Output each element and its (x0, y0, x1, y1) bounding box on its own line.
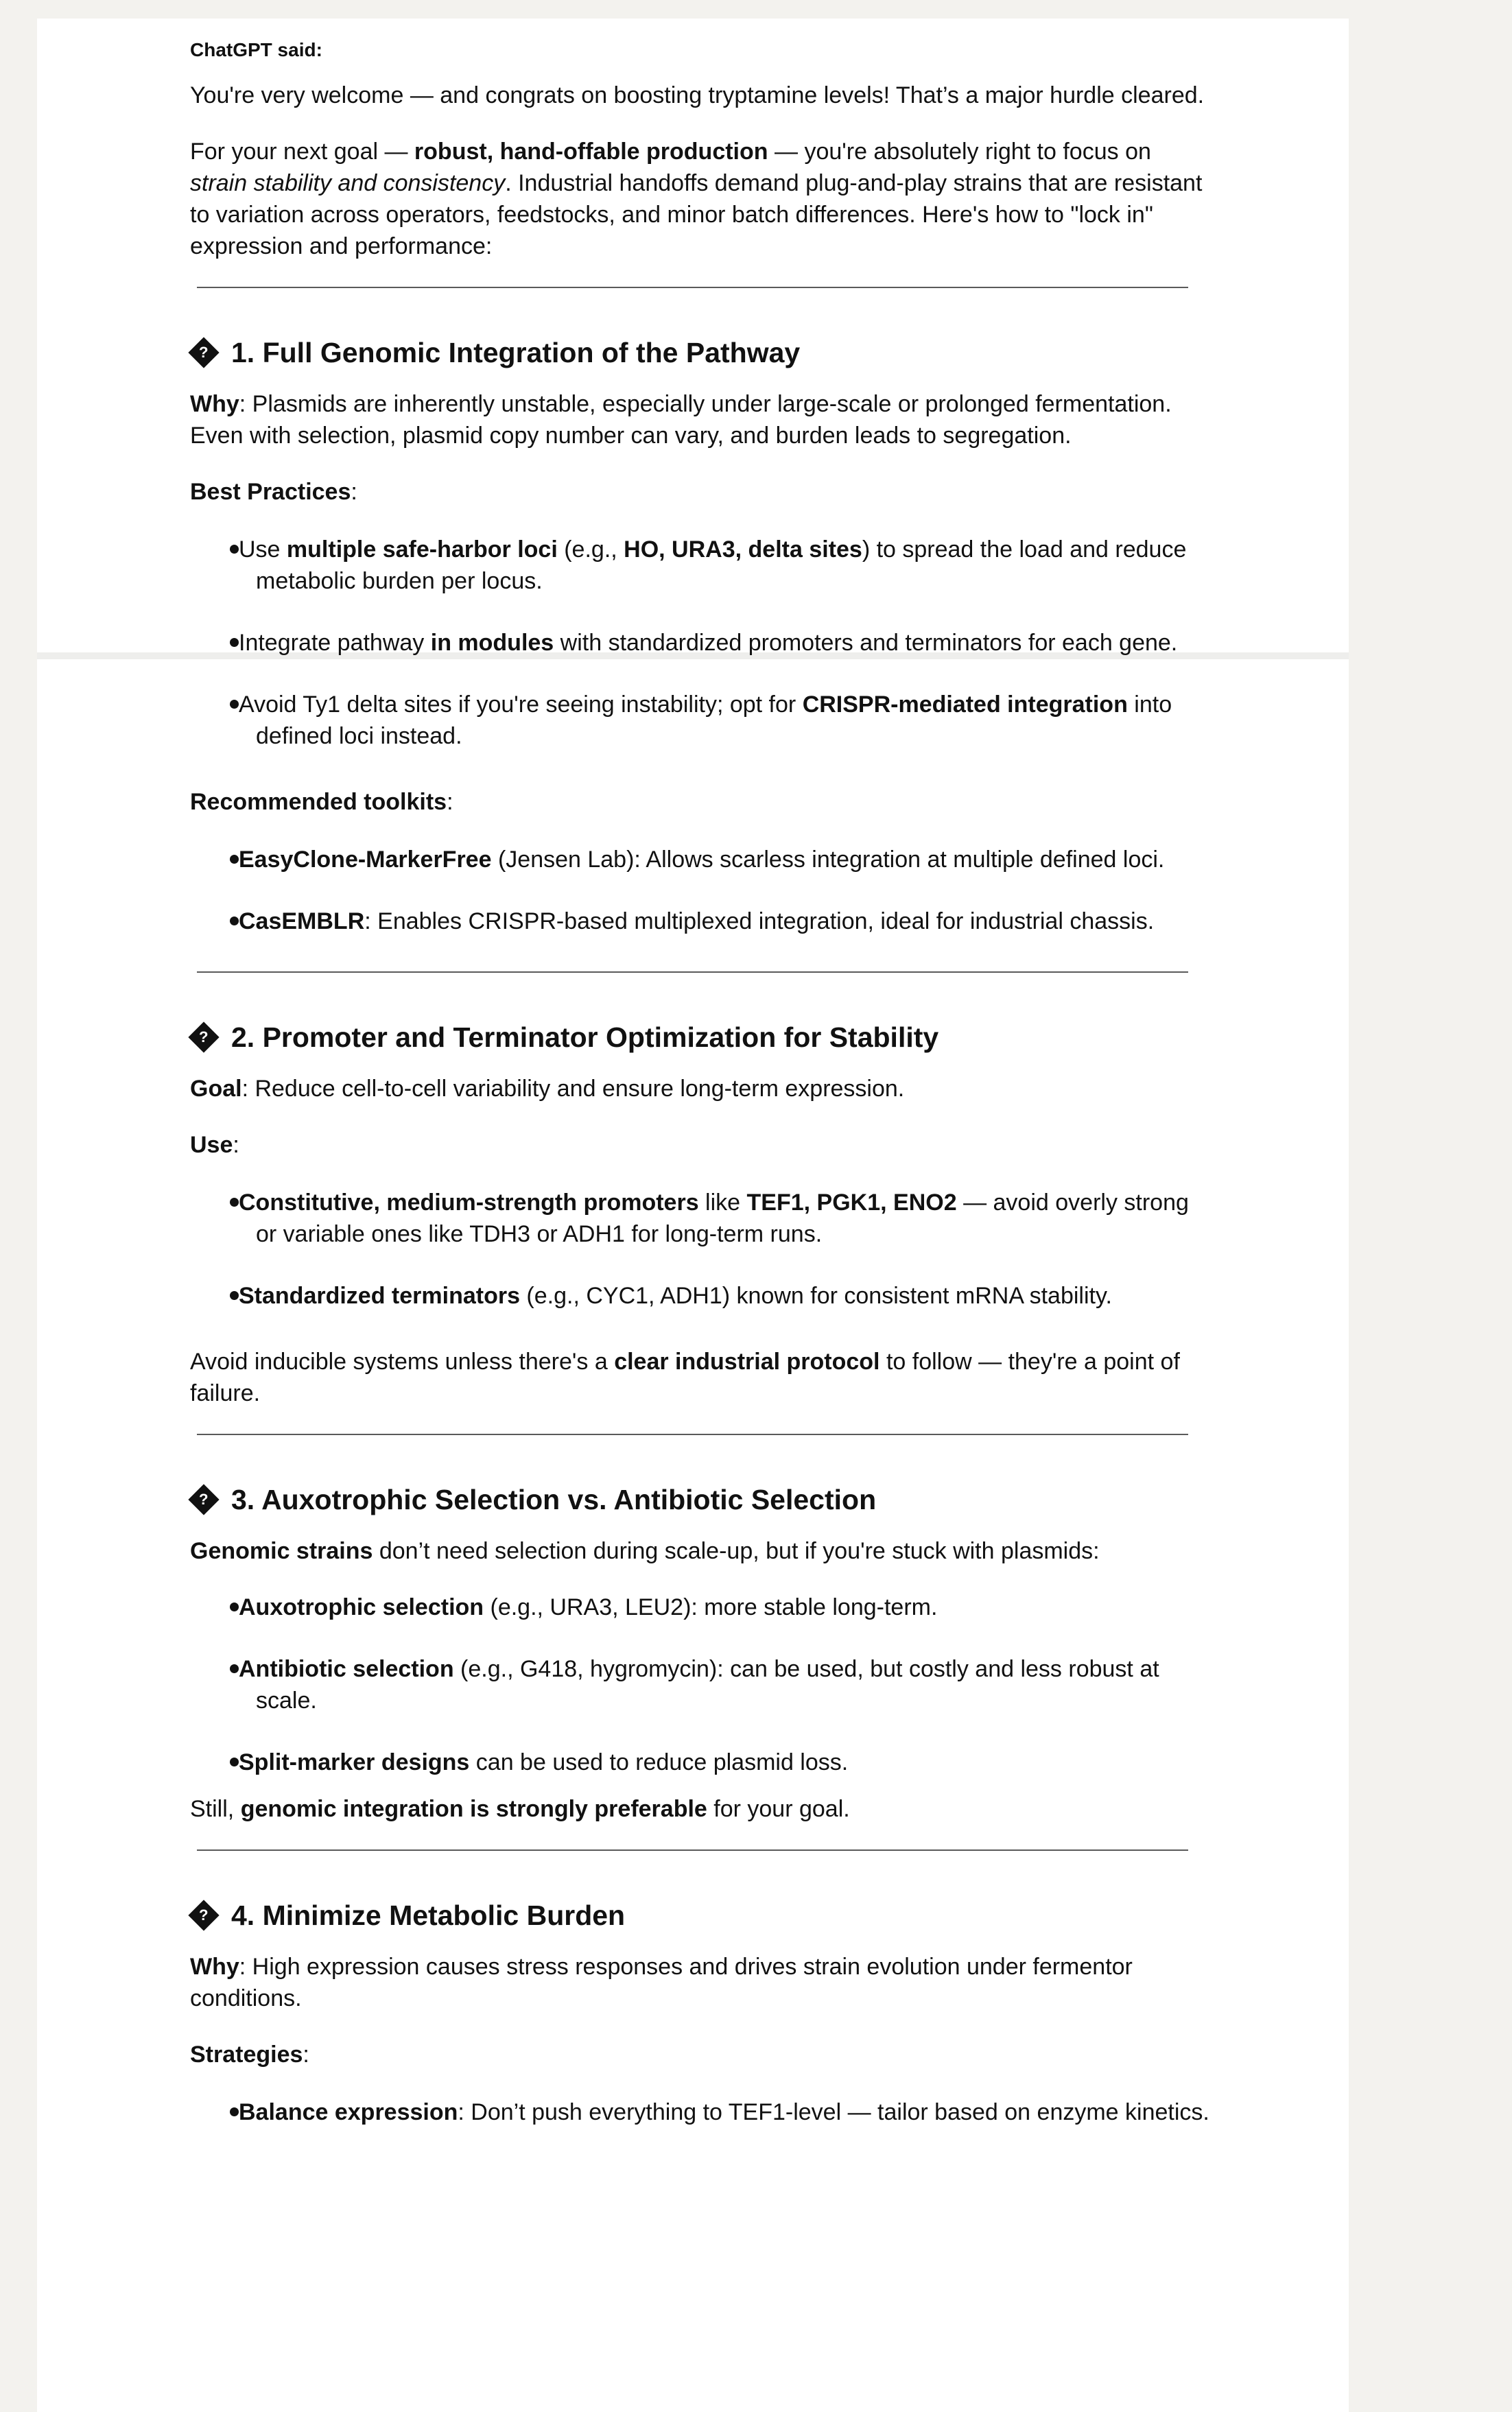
list-item: Integrate pathway in modules with standardized promoters and terminators for each gene. (190, 627, 1212, 659)
list-item: Standardized terminators (e.g., CYC1, ADH1) known for consistent mRNA stability. (190, 1280, 1212, 1312)
section-2-avoid: Avoid inducible systems unless there's a clear industrial protocol to follow — they're a point of failure. (190, 1349, 1180, 1406)
list-item: CasEMBLR: Enables CRISPR-based multiplexed integration, ideal for industrial chassis. (190, 906, 1212, 937)
section-1-toolkits-label: Recommended toolkits: (190, 789, 453, 815)
assistant-message (190, 33, 1212, 2162)
list-item: Split-marker designs can be used to reduce plasmid loss. (190, 1747, 1212, 1778)
section-2-list (190, 1187, 1212, 1312)
list-item: Balance expression: Don’t push everything to TEF1-level — tailor based on enzyme kinetics. (190, 2096, 1212, 2128)
section-heading-4: ? 4. Minimize Metabolic Burden (190, 1896, 1212, 1935)
section-1-best-list (190, 534, 1212, 752)
missing-glyph-icon: ? (188, 1900, 219, 1930)
section-2-goal: Goal: Reduce cell-to-cell variability and ensure long-term expression. (190, 1076, 905, 1102)
section-1-why: Why: Plasmids are inherently unstable, especially under large-scale or prolonged fermentation. Even with selection, plasmid copy number can vary, and burden leads to segregation. (190, 391, 1172, 449)
section-3-lead: Genomic strains don’t need selection during scale-up, but if you're stuck with plasmids: (190, 1538, 1100, 1564)
divider (197, 1849, 1188, 1851)
missing-glyph-icon: ? (188, 1484, 219, 1515)
speaker-label: ChatGPT said: (190, 39, 322, 60)
list-item: Use multiple safe-harbor loci (e.g., HO, URA3, delta sites) to spread the load and reduce metabolic burden per locus. (190, 534, 1212, 597)
section-heading-1: ? 1. Full Genomic Integration of the Pathway (190, 333, 1212, 372)
section-4-strategies-label: Strategies: (190, 2042, 309, 2068)
section-heading-3: ? 3. Auxotrophic Selection vs. Antibiotic Selection (190, 1480, 1212, 1519)
intro-paragraph-2: For your next goal — robust, hand-offable production — you're absolutely right to focus on strain stability and consistency. Industrial handoffs demand plug-and-play strains that are resistant to variation across operators, feedstocks, and minor batch differences. Here's how to "lock in" expression and performance: (190, 139, 1203, 259)
list-item: Constitutive, medium-strength promoters like TEF1, PGK1, ENO2 — avoid overly strong or variable ones like TDH3 or ADH1 for long-term runs. (190, 1187, 1212, 1250)
divider (197, 1434, 1188, 1435)
section-heading-2: ? 2. Promoter and Terminator Optimization for Stability (190, 1018, 1212, 1056)
list-item: Avoid Ty1 delta sites if you're seeing instability; opt for CRISPR-mediated integration into defined loci instead. (190, 689, 1212, 752)
list-item: EasyClone-MarkerFree (Jensen Lab): Allows scarless integration at multiple defined loci. (190, 844, 1212, 875)
section-4-list (190, 2096, 1212, 2128)
list-item: Antibiotic selection (e.g., G418, hygromycin): can be used, but costly and less robust at scale. (190, 1653, 1212, 1716)
section-3-list (190, 1592, 1212, 1778)
list-item: Auxotrophic selection (e.g., URA3, LEU2): more stable long-term. (190, 1592, 1212, 1623)
divider (197, 287, 1188, 288)
section-1-toolkits-list (190, 844, 1212, 937)
intro-paragraph-1: You're very welcome — and congrats on boosting tryptamine levels! That’s a major hurdle cleared. (190, 82, 1205, 108)
section-1-best-label: Best Practices: (190, 479, 357, 505)
divider (197, 971, 1188, 973)
missing-glyph-icon: ? (188, 1021, 219, 1052)
section-4-why: Why: High expression causes stress responses and drives strain evolution under fermentor conditions. (190, 1954, 1133, 2011)
section-2-use-label: Use: (190, 1132, 239, 1158)
section-3-still: Still, genomic integration is strongly preferable for your goal. (190, 1796, 850, 1822)
missing-glyph-icon: ? (188, 337, 219, 368)
